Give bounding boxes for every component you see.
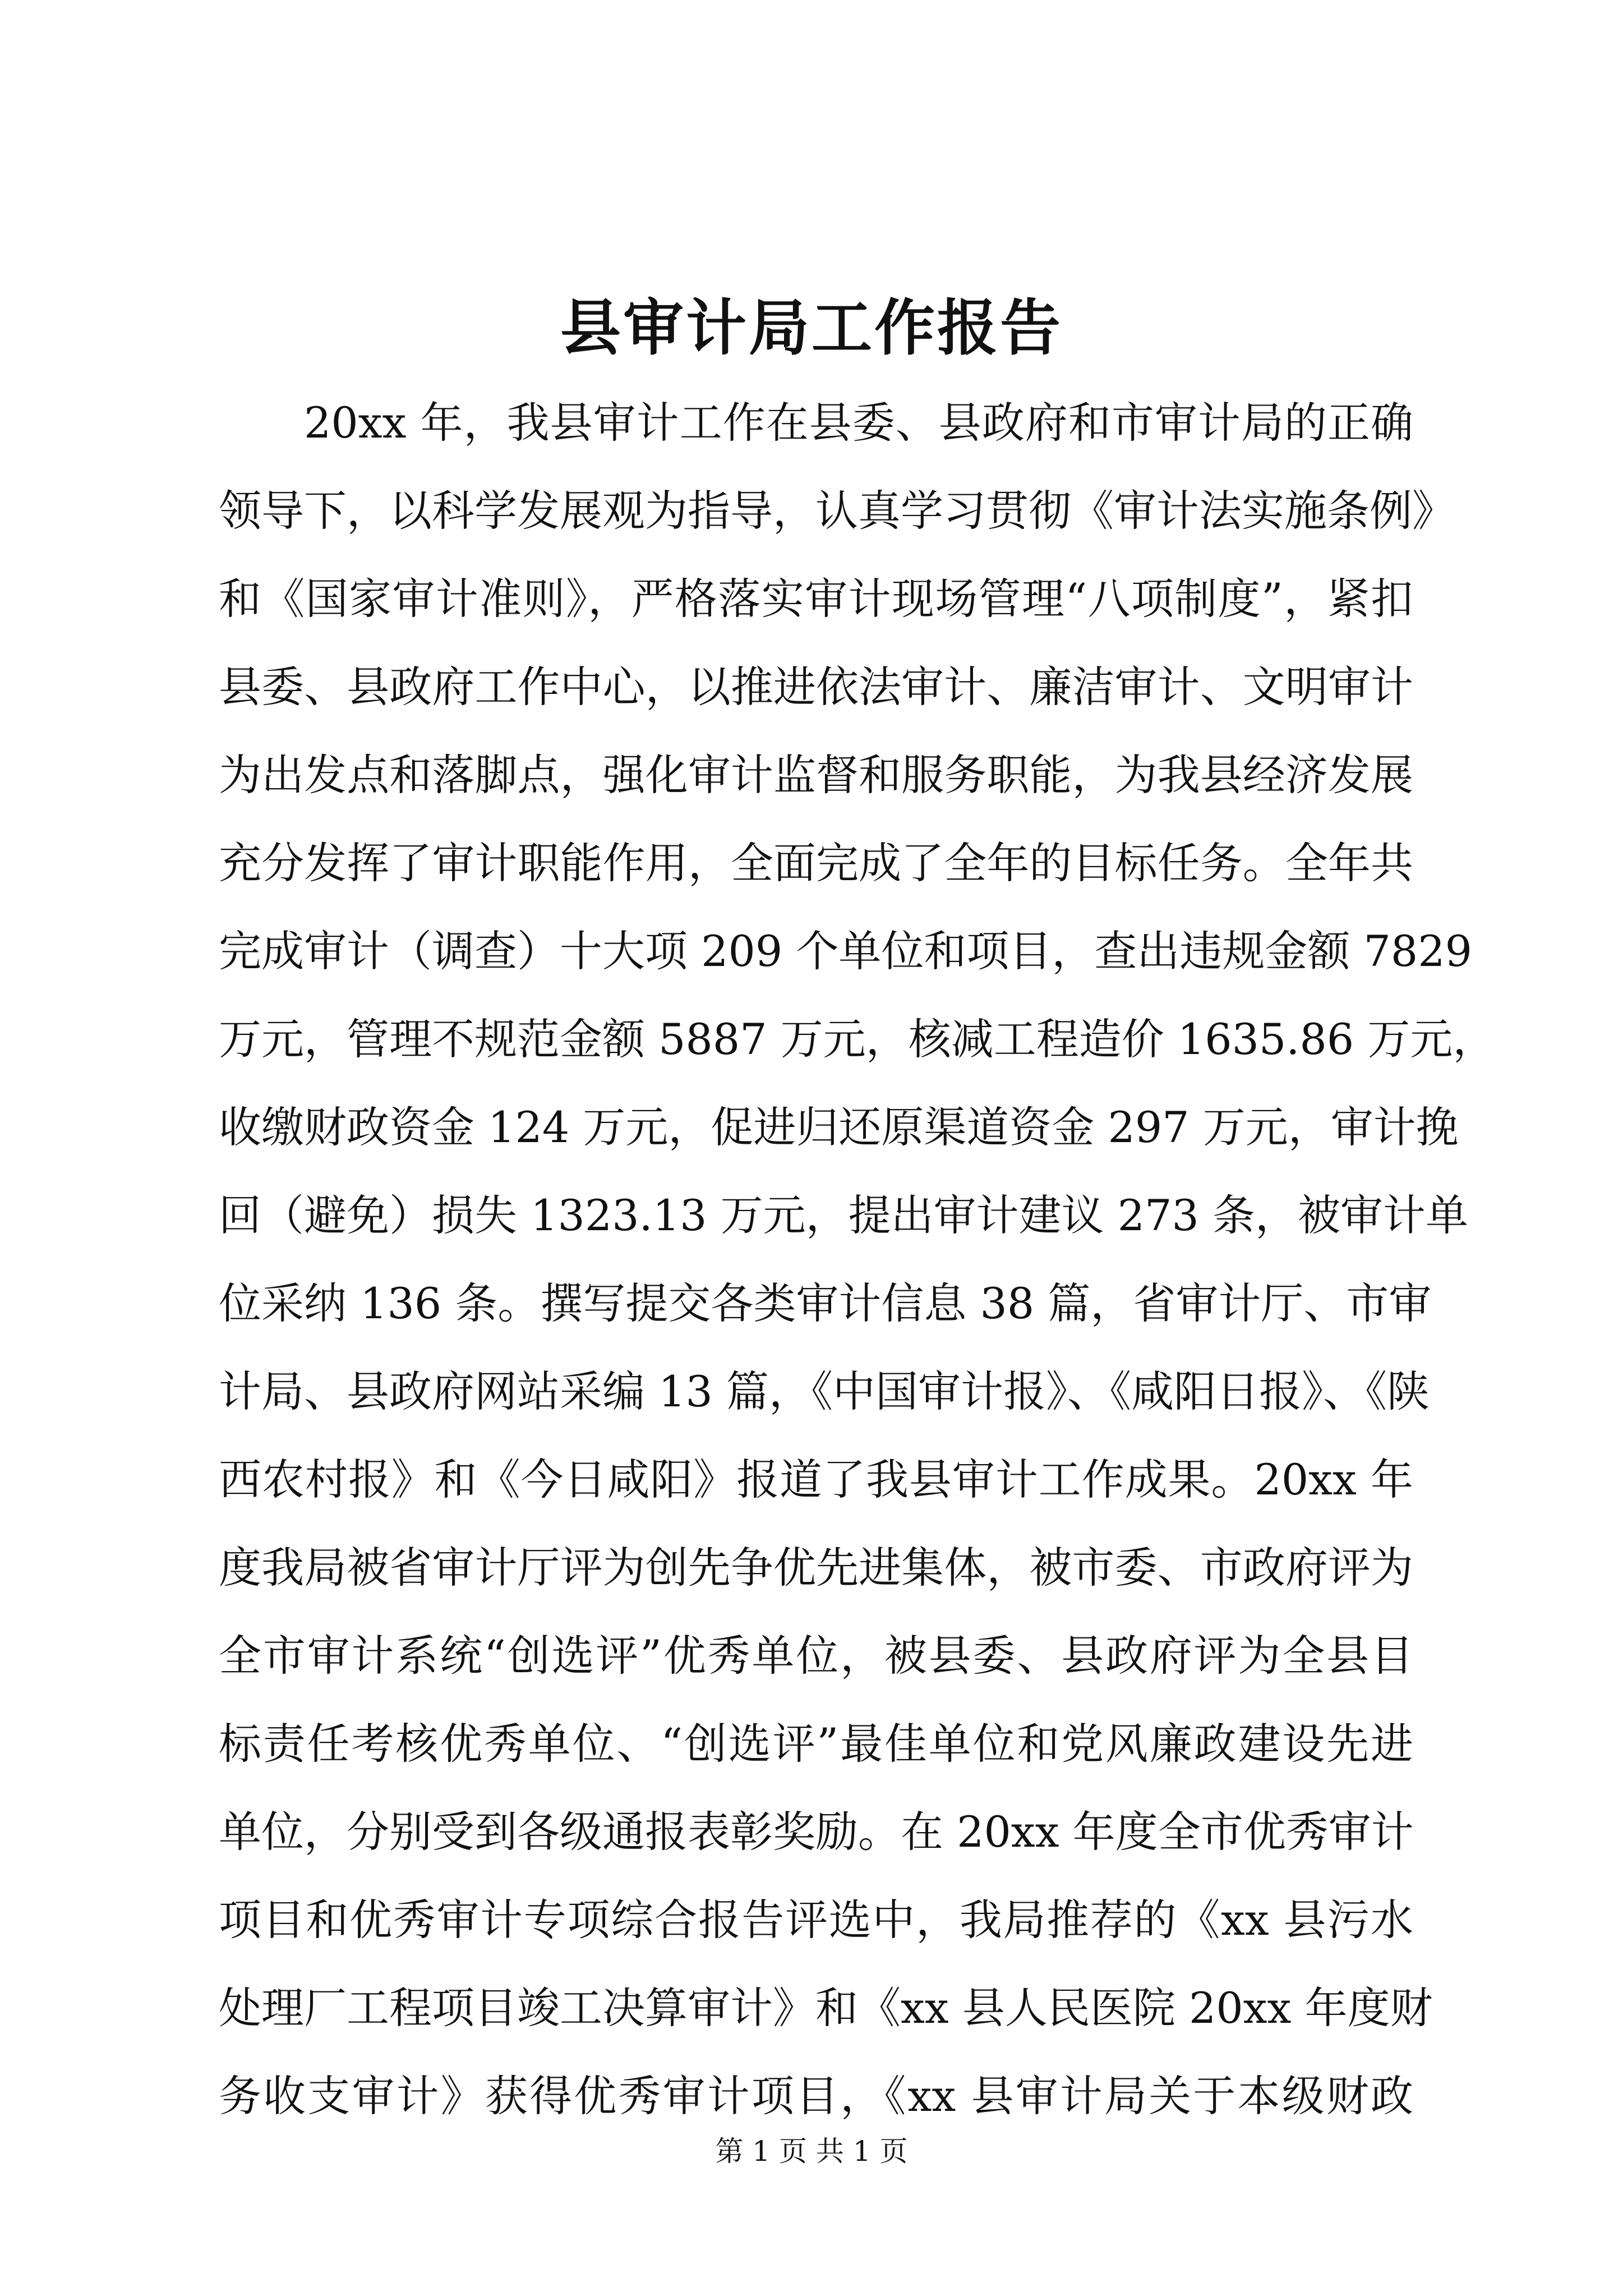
body-line: 处理厂工程项目竣工决算审计》和《xx 县人民医院 20xx 年度财 bbox=[219, 1983, 1433, 2033]
body-line: 位采纳 136 条。撰写提交各类审计信息 38 篇，省审计厅、市审 bbox=[219, 1278, 1432, 1328]
body-line: 全市审计系统“创选评”优秀单位，被县委、县政府评为全县目 bbox=[219, 1631, 1413, 1681]
body-line: 和《国家审计准则》，严格落实审计现场管理“八项制度”，紧扣 bbox=[219, 574, 1413, 624]
body-line: 度我局被省审计厅评为创先争优先进集体，被市委、市政府评为 bbox=[219, 1543, 1413, 1593]
body-line: 西农村报》和《今日咸阳》报道了我县审计工作成果。20xx 年 bbox=[219, 1455, 1413, 1504]
document-title: 县审计局工作报告 bbox=[560, 293, 1063, 364]
body-line: 为出发点和落脚点，强化审计监督和服务职能，为我县经济发展 bbox=[219, 750, 1413, 800]
body-line: 20xx 年，我县审计工作在县委、县政府和市审计局的正确 bbox=[304, 398, 1413, 448]
body-line: 充分发挥了审计职能作用，全面完成了全年的目标任务。全年共 bbox=[219, 838, 1413, 888]
document-body bbox=[219, 379, 1496, 2140]
body-line: 领导下，以科学发展观为指导，认真学习贯彻《审计法实施条例》 bbox=[219, 486, 1455, 536]
body-line: 收缴财政资金 124 万元，促进归还原渠道资金 297 万元，审计挽 bbox=[219, 1102, 1459, 1152]
body-line: 万元，管理不规范金额 5887 万元，核减工程造价 1635.86 万元， bbox=[219, 1014, 1496, 1064]
body-line: 标责任考核优秀单位、“创选评”最佳单位和党风廉政建设先进 bbox=[219, 1719, 1413, 1769]
body-line: 完成审计（调查）十大项 209 个单位和项目，查出违规金额 7829 bbox=[219, 926, 1472, 976]
body-line: 单位，分别受到各级通报表彰奖励。在 20xx 年度全市优秀审计 bbox=[219, 1807, 1414, 1857]
body-line: 务收支审计》获得优秀审计项目，《xx 县审计局关于本级财政 bbox=[219, 2071, 1413, 2121]
page-footer: 第 1 页 共 1 页 bbox=[715, 2135, 908, 2168]
body-line: 县委、县政府工作中心，以推进依法审计、廉洁审计、文明审计 bbox=[219, 662, 1413, 712]
body-line: 项目和优秀审计专项综合报告评选中，我局推荐的《xx 县污水 bbox=[219, 1895, 1413, 1945]
body-line: 计局、县政府网站采编 13 篇，《中国审计报》、《咸阳日报》、《陕 bbox=[219, 1366, 1430, 1416]
body-line: 回（避免）损失 1323.13 万元，提出审计建议 273 条，被审计单 bbox=[219, 1190, 1468, 1240]
